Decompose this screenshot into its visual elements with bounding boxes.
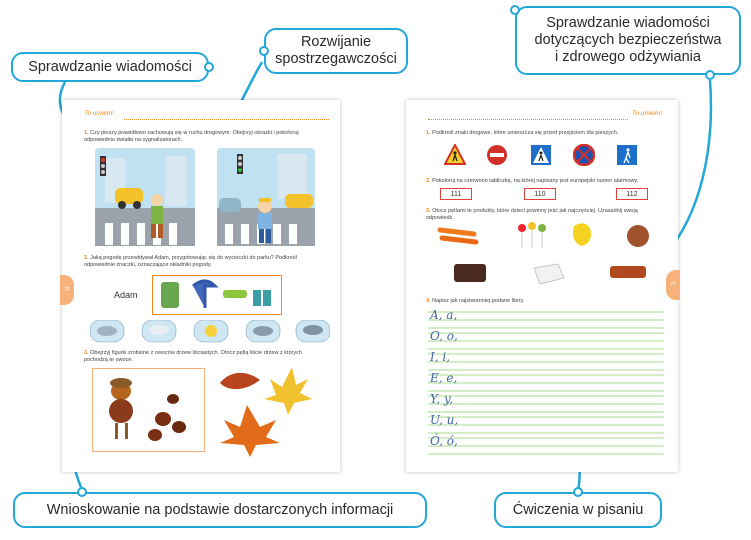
callout-dot xyxy=(259,46,269,56)
task-text: Napisz jak najstaranniej podane litery. xyxy=(432,298,525,304)
callout-safety xyxy=(515,6,741,75)
pedestrian-crossing-sign-icon xyxy=(616,144,638,166)
leaves-illustration xyxy=(212,365,322,457)
right-page-tab: 77 xyxy=(666,270,680,300)
chestnut-figure-box xyxy=(92,368,205,452)
right-task4 xyxy=(426,298,666,305)
chocolate-cake-icon xyxy=(454,264,486,282)
callout-dot xyxy=(705,70,715,80)
task-number: 1. xyxy=(426,130,431,136)
left-task2 xyxy=(84,255,324,268)
task-text: Pokoloruj na czerwono tabliczkę, na której napisany jest europejski numer alarmowy. xyxy=(432,178,639,184)
bread-roll-icon xyxy=(627,225,649,247)
phone-number-box-2: 110 xyxy=(524,188,556,200)
task-number: 2. xyxy=(84,255,89,261)
crosswalk-sign-icon xyxy=(530,144,552,166)
warning-pedestrian-sign-icon xyxy=(444,144,466,166)
clothing-items xyxy=(153,276,281,314)
callout-text: Sprawdzanie wiadomości xyxy=(28,58,192,75)
left-page xyxy=(62,100,340,472)
callout-dot xyxy=(204,62,214,72)
crosswalk-illustration-2 xyxy=(217,148,315,246)
clothing-box xyxy=(152,275,282,315)
cheese-icon xyxy=(534,264,564,284)
letter-row-7: Ó, ó, xyxy=(430,434,458,448)
letter-row-4: E, e, xyxy=(430,371,458,385)
callout-knowledge-check xyxy=(11,52,209,82)
callout-text: Rozwijanie xyxy=(300,34,372,50)
left-task1 xyxy=(84,130,324,143)
no-stopping-sign-icon xyxy=(573,144,595,166)
sausage-icon xyxy=(610,266,646,278)
right-task2 xyxy=(426,178,666,185)
callout-text: Sprawdzanie wiadomości xyxy=(546,15,710,31)
letter-row-5: Y, y, xyxy=(430,392,454,406)
letter-row-2: O, o, xyxy=(430,329,458,343)
left-page-tab: 76 xyxy=(60,275,74,305)
left-page-header: To umiem! xyxy=(84,110,115,117)
crosswalk-illustration-1 xyxy=(95,148,195,246)
carrots-icon xyxy=(440,230,476,242)
lollipops-icon xyxy=(518,222,546,248)
callout-perception xyxy=(264,28,408,74)
header-dotline xyxy=(428,119,628,120)
task-number: 4. xyxy=(426,298,431,304)
right-task1 xyxy=(426,130,666,137)
right-page xyxy=(406,100,678,472)
writing-lines xyxy=(428,308,664,456)
letter-row-6: U, u, xyxy=(430,413,459,427)
pepper-icon xyxy=(573,223,591,246)
callout-writing xyxy=(494,492,662,528)
letter-row-3: I, i, xyxy=(430,350,451,364)
callout-text: dotyczących bezpieczeństwa xyxy=(534,32,722,48)
right-page-header: To umiem! xyxy=(632,110,663,117)
letter-row-1: A, a, xyxy=(430,308,458,322)
callout-dot xyxy=(573,487,583,497)
task-number: 3. xyxy=(426,208,431,214)
callout-text: spostrzegawczości xyxy=(275,51,397,67)
task-text: Otocz pętlami te produkty, które dzieci powinny jeść jak najczęściej. Uzasadnij swoją odpowiedź. xyxy=(426,208,638,221)
callout-dot xyxy=(510,5,520,15)
task-text: Jaką pogodę przewidywał Adam, przygotowując się do wycieczki do parku? Podkreśl odpowiednie znaczki, oznaczające składniki pogody. xyxy=(84,255,297,268)
adam-label: Adam xyxy=(114,290,138,300)
task-text: Obejrzyj figurki zrobione z owoców drzew liściastych. Otocz pętlą liście drzew z których pochodzą te owoce. xyxy=(84,350,302,363)
food-products xyxy=(434,220,674,292)
callout-dot xyxy=(77,487,87,497)
weather-icons-row xyxy=(90,320,330,344)
phone-number-box-3: 112 xyxy=(616,188,648,200)
task-text: Czy pieszy prawidłowo zachowują się w ruchu drogowym. Obejrzyj obrazki i pokoloruj odpowiednio światła na sygnalizatorach. xyxy=(84,130,299,143)
left-task3 xyxy=(84,350,324,363)
callout-text: i zdrowego odżywiania xyxy=(555,49,701,65)
chestnut-figure xyxy=(93,369,203,449)
header-dotline xyxy=(124,119,329,120)
callout-text: Ćwiczenia w pisaniu xyxy=(512,501,644,518)
task-number: 1. xyxy=(84,130,89,136)
task-text: Podkreśl znaki drogowe, które umieszcza się przed przejściem dla pieszych. xyxy=(432,130,619,136)
task-number: 3. xyxy=(84,350,89,356)
callout-text: Wnioskowanie na podstawie dostarczonych informacji xyxy=(46,501,394,518)
no-entry-sign-icon xyxy=(486,144,508,166)
callout-inference xyxy=(13,492,427,528)
phone-number-box-1: 111 xyxy=(440,188,472,200)
task-number: 2. xyxy=(426,178,431,184)
